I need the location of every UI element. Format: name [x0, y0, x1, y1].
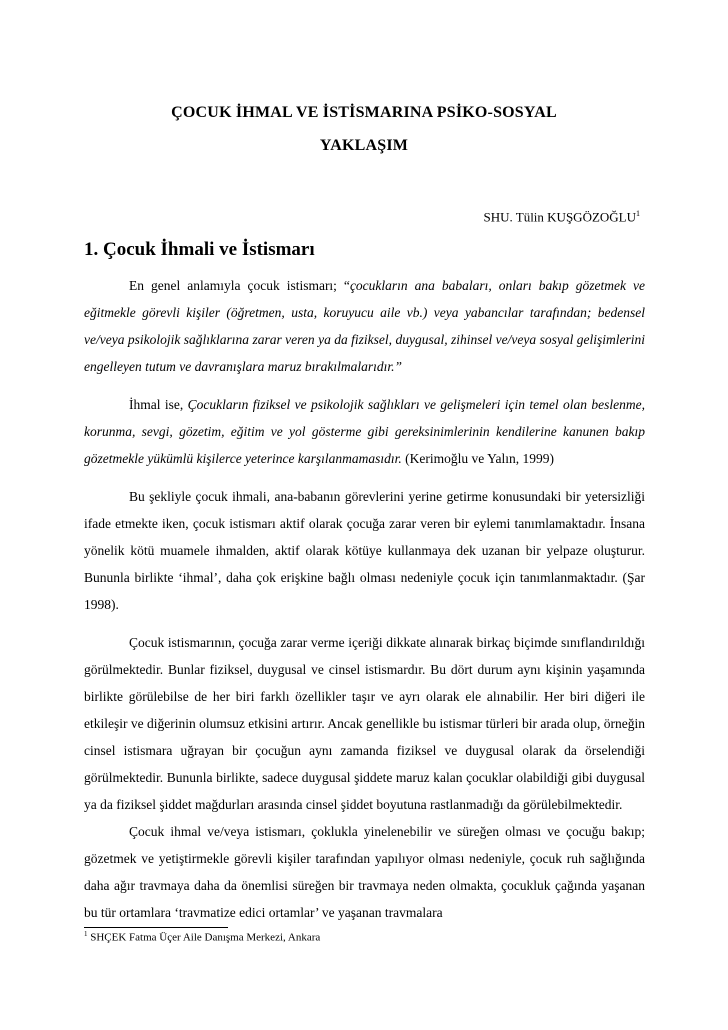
paragraph-1	[84, 272, 645, 380]
p2-lead: İhmal ise,	[129, 397, 188, 412]
paragraph-3: Bu şekliyle çocuk ihmali, ana-babanın görevlerini yerine getirme konusundaki bir yetersizliği ifade etmekte iken, çocuk istismarı aktif olarak çocuğa zarar veren bir eylemi tanımlamaktadır. İnsana yönelik kötü muamele ihmalden, aktif olarak kötüye kullanmaya dek uzanan bir yelpaze oluşturur. Bununla birlikte ‘ihmal’, daha çok erişkine bağlı olması nedeniyle çocuk için tanımlanmaktadır. (Şar 1998).	[84, 489, 645, 612]
title-line-1: ÇOCUK İHMAL VE İSTİSMARINA PSİKO-SOSYAL	[171, 104, 557, 121]
author-name: SHU. Tülin KUŞGÖZOĞLU	[483, 209, 636, 225]
section-heading: 1. Çocuk İhmali ve İstismarı	[84, 239, 315, 260]
footnote-text: SHÇEK Fatma Üçer Aile Danışma Merkezi, Ankara	[87, 931, 321, 944]
author	[483, 209, 640, 225]
footnote-mark: 1	[84, 930, 88, 938]
footnote-divider	[84, 927, 228, 928]
p1-lead: En genel anlamıyla çocuk istismarı; “	[129, 278, 350, 293]
p1-quote: çocukların ana babaları, onları bakıp gözetmek ve eğitmekle görevli kişiler (öğretmen, usta, koruyucu aile vb.) veya yabancılar tarafından; bedensel ve/veya psikolojik sağlıklarına zarar veren ya da fiziksel, duygusal, zihinsel ve/veya sosyal gelişimlerini engelleyen tutum ve davranışlara maruz bırakılmalarıdır.”	[84, 278, 646, 374]
paragraph-2	[84, 391, 645, 472]
title-line-2: YAKLAŞIM	[319, 137, 409, 154]
p2-definition: Çocukların fiziksel ve psikolojik sağlıkları ve gelişmeleri için temel olan beslenme, korunma, sevgi, gözetim, eğitim ve yol gösterme gibi gereksinimlerinin kendilerine kanunen bakıp gözetmekle yükümlü kişilerce yeterince karşılanmamasıdır.	[84, 397, 645, 466]
p2-citation: (Kerimoğlu ve Yalın, 1999)	[401, 451, 555, 466]
footnote	[84, 930, 320, 944]
body-text	[84, 272, 645, 926]
author-footnote-mark: 1	[636, 209, 640, 218]
paragraph-4: Çocuk istismarının, çocuğa zarar verme içeriği dikkate alınarak birkaç biçimde sınıflandırıldığı görülmektedir. Bunlar fiziksel, duygusal ve cinsel istismardır. Bu dört durum aynı kişinin yaşamında birlikte görülebilse de her biri farklı özellikler taşır ve ayrı olarak ele alınabilir. Her biri diğeri ile etkileşir ve diğerinin olumsuz etkisini artırır. Ancak genellikle bu istismar türleri bir arada olup, örneğin cinsel istismara uğrayan bir çocuğun aynı zamanda fiziksel ve duygusal olarak da örselendiği görülmektedir. Bununla birlikte, sadece duygusal şiddete maruz kalan çocuklar olabildiği gibi duygusal ya da fiziksel şiddet mağdurları arasında cinsel şiddet boyutuna rastlanmadığı da görülebilmektedir.	[84, 635, 645, 812]
paragraph-5: Çocuk ihmal ve/veya istismarı, çoklukla yinelenebilir ve süreğen olması ve çocuğu bakıp; gözetmek ve yetiştirmekle görevli kişiler tarafından yapılıyor olması nedeniyle, çocuk ruh sağlığında daha ağır travmaya daha da önemlisi süreğen bir travmaya neden olmakta, çocukluk çağında yaşanan bu tür ortamlara ‘travmatize edici ortamlar’ ve yaşanan travmalara	[84, 824, 645, 920]
